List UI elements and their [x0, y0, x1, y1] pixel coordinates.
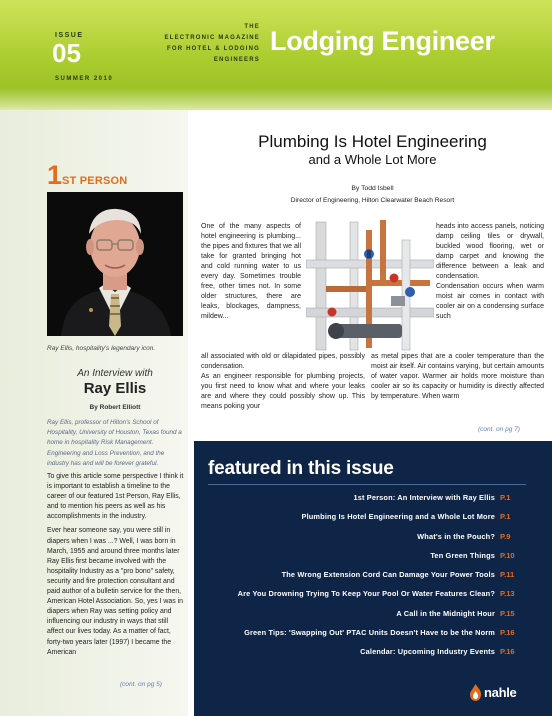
toc-item[interactable] — [200, 512, 526, 531]
tagline-line: THE — [244, 24, 260, 30]
toc-item-title: A Call in the Midnight Hour — [396, 608, 495, 618]
article-paragraph: Condensation occurs when warm moist air comes in contact with cooler air on a condensing surface such — [436, 283, 544, 320]
tagline-line: ELECTRONIC MAGAZINE — [164, 35, 260, 41]
interview-name: Ray Ellis — [83, 380, 147, 397]
toc-item-page: P.16 — [500, 647, 515, 657]
tagline-line: FOR HOTEL & LODGING — [166, 46, 260, 52]
issue-label: ISSUE — [55, 32, 84, 39]
featured-title: featured in this issue — [208, 458, 394, 479]
interview-kicker: An Interview with — [77, 368, 153, 379]
masthead — [0, 0, 552, 110]
toc-item-title: Are You Drowning Trying To Keep Your Pool Or Water Features Clean? — [237, 589, 495, 599]
tagline — [150, 22, 260, 66]
toc-item-page: P.1 — [500, 493, 511, 502]
toc-item[interactable] — [200, 628, 526, 647]
toc-item-title: Ten Green Things — [430, 550, 495, 560]
article-subtitle: and a Whole Lot More — [308, 152, 437, 167]
toc-item[interactable] — [200, 493, 526, 512]
ray-ellis-photo — [47, 192, 183, 336]
first-person-number: 1 — [47, 160, 63, 190]
toc-item-title: Plumbing Is Hotel Engineering and a Whole Lot More — [301, 512, 495, 522]
featured-divider — [208, 484, 526, 485]
article-column-left-lower — [201, 352, 365, 412]
interview-paragraph: Ever hear someone say, you were still in diapers when I was ...? Well, I was born in March, 1955 and around three months later Ray Ellis first became involved with the hospitality Industry as a "pro bono" safety, security and fire protection consultant and paid author of a bulletin service for the then, American Hotel Association. So, yes I was in diapers when Ray was setting policy and influencing our industry in ways that still affect our lives today. As a matter of fact, forty-two years later (1997) I became the American — [47, 527, 183, 656]
nahle-logo — [469, 684, 516, 701]
article-paragraph: all associated with old or dilapidated pipes, possibly condensation. — [201, 353, 365, 370]
interview-continued-link[interactable]: (cont. on pg 5) — [120, 681, 162, 688]
article-author-role: Director of Engineering, Hilton Clearwater Beach Resort — [290, 197, 455, 204]
toc-item-title: What's in the Pouch? — [417, 531, 495, 541]
article-column-right-lower: as metal pipes that are a cooler temperature than the moist air itself. Air contains varying, but certain amounts of water vapor. Warmer air holds more moisture than cooler air so its capacity or humidity is directly affected by temperature. When warm — [371, 353, 544, 400]
toc-item-page: P.10 — [500, 550, 515, 560]
magazine-title: Lodging Engineer — [270, 26, 495, 56]
toc-item-page: P.16 — [500, 628, 515, 638]
issue-season: SUMMER 2010 — [55, 76, 114, 82]
portrait-image — [47, 192, 183, 336]
toc-item-title: Green Tips: 'Swapping Out' PTAC Units Doesn't Have to be the Norm — [244, 628, 495, 638]
first-person-label: ST PERSON — [62, 175, 128, 187]
issue-number: 05 — [52, 38, 81, 68]
table-of-contents — [200, 493, 526, 667]
toc-item[interactable] — [200, 570, 526, 589]
logo-wordmark: nahle — [484, 685, 517, 700]
toc-item-page: P.13 — [500, 589, 515, 599]
toc-item-page: P.15 — [500, 608, 515, 618]
toc-item-title: The Wrong Extension Cord Can Damage Your Power Tools — [281, 570, 495, 580]
toc-item-page: P.1 — [500, 512, 511, 522]
pipes-image — [306, 220, 434, 352]
interview-byline: By Robert Elliott — [89, 404, 141, 411]
article-continued-link[interactable]: (cont. on pg 7) — [478, 426, 520, 433]
toc-item[interactable] — [200, 532, 526, 551]
article-column-left: One of the many aspects of hotel engineering is plumbing... the pipes and fixtures that we all take for granted bringing hot and cold running water to us every day. Sometimes trouble free, other times not. In some older structures, there are leaks, blockages, dampness, mildew... — [201, 223, 302, 320]
first-person-heading — [47, 160, 127, 191]
flame-icon — [469, 684, 482, 701]
plumbing-illustration — [306, 220, 434, 352]
toc-item-title: 1st Person: An Interview with Ray Ellis — [353, 493, 495, 502]
interview-intro: Ray Ellis, professor of Hilton's School of Hospitality, University of Houston, Texas found a home in hospitality Risk Management. Engineering and Loss Prevention, and the industry has and will be forever grateful. — [47, 419, 182, 467]
toc-item-page: P.9 — [500, 531, 511, 541]
article-column-right — [436, 222, 544, 322]
toc-item[interactable] — [200, 589, 526, 608]
article-byline: By Todd Isbell — [351, 185, 394, 192]
toc-item[interactable] — [200, 647, 526, 666]
toc-item[interactable] — [200, 551, 526, 570]
article-title: Plumbing Is Hotel Engineering — [258, 132, 487, 151]
toc-item-page: P.11 — [500, 570, 515, 580]
photo-caption: Ray Ellis, hospitality's legendary icon. — [47, 345, 156, 352]
toc-item-title: Calendar: Upcoming Industry Events — [360, 647, 495, 657]
interview-body — [47, 472, 186, 662]
tagline-line: ENGINEERS — [213, 57, 260, 63]
article-paragraph: heads into access panels, noticing damp ceiling tiles or drywall, buckled wood flooring, wet or damp carpet and knowing the difference between a leak and condensation. — [436, 223, 544, 280]
interview-paragraph: To give this article some perspective I think it is important to establish a timeline to the career of our featured 1st Person, Ray Ellis, and to mention his peers as well as his accomplishments in the industry. — [47, 473, 184, 521]
toc-item[interactable] — [200, 609, 526, 628]
article-paragraph: As an engineer responsible for plumbing projects, you first need to know what and where your leaks are and where they could possibly show up. This means poking your — [201, 373, 365, 410]
